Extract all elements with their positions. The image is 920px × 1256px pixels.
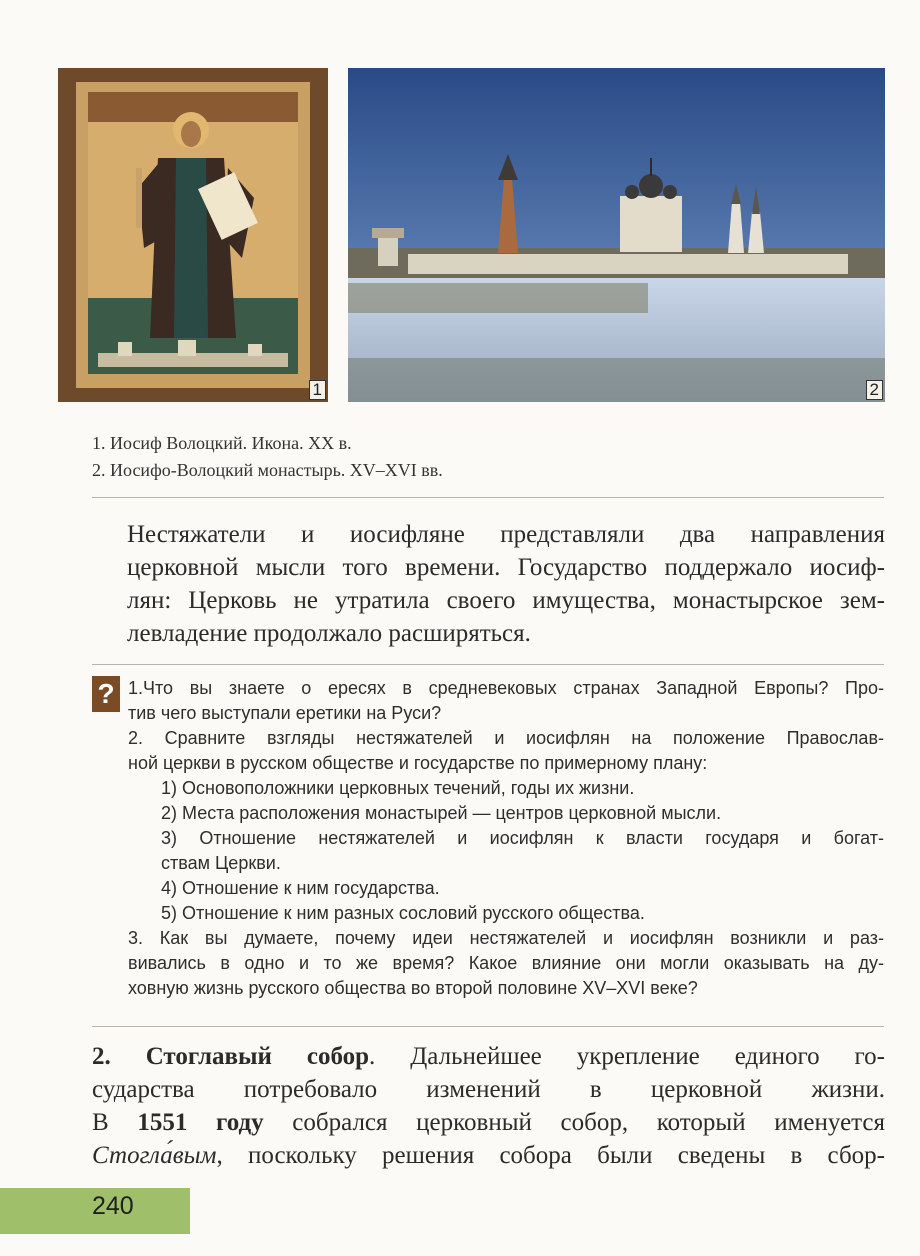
divider xyxy=(92,497,884,498)
page-number: 240 xyxy=(92,1192,134,1220)
text-line: церковной мысли того времени. Государство поддержало иосиф- xyxy=(127,554,885,581)
question-line: 2. Сравните взгляды нестяжателей и иосифлян на положение Православ- xyxy=(128,728,884,748)
section-stoglav-sobor xyxy=(92,1040,885,1172)
question-line: вивались в одно и то же время? Какое влияние они могли оказывать на ду- xyxy=(128,953,884,973)
intro-paragraph xyxy=(127,518,885,650)
figure-number: 1 xyxy=(309,380,326,400)
figure-icon-joseph xyxy=(58,68,328,402)
plan-item: 3) Отношение нестяжателей и иосифлян к власти государя и богат- xyxy=(161,828,884,848)
question-mark-icon: ? xyxy=(92,676,120,712)
figure-number: 2 xyxy=(866,380,883,400)
text-line: лян: Церковь не утратила своего имущества, монастырское зем- xyxy=(127,587,885,614)
text-line: В 1551 году собрался церковный собор, который именуется xyxy=(92,1109,885,1136)
term-italic: Стогла́вым xyxy=(92,1142,217,1169)
text-line: Стогла́вым, поскольку решения собора были сведены в сбор- xyxy=(92,1142,885,1169)
plan-item: 2) Места расположения монастырей — центров церковной мысли. xyxy=(161,803,722,823)
text-line: 2. Стоглавый собор. Дальнейшее укрепление единого го- xyxy=(92,1043,885,1070)
plan-item: ствам Церкви. xyxy=(161,853,281,873)
plan-item: 5) Отношение к ним разных сословий русского общества. xyxy=(161,903,645,923)
figure-monastery xyxy=(348,68,885,402)
question-line: тив чего выступали еретики на Руси? xyxy=(128,703,442,723)
caption-1: 1. Иосиф Волоцкий. Икона. XX в. xyxy=(92,433,352,453)
figure-captions xyxy=(92,430,882,484)
question-line: ховную жизнь русского общества во второй половине XV–XVI веке? xyxy=(128,978,698,998)
monastery-photo-image xyxy=(348,68,885,402)
divider xyxy=(92,664,884,665)
plan-list xyxy=(128,776,884,926)
question-line: 3. Как вы думаете, почему идеи нестяжателей и иосифлян возникли и раз- xyxy=(128,928,884,948)
questions-block xyxy=(128,676,884,1001)
text-line: левладение продолжало расширяться. xyxy=(127,620,531,647)
section-heading: 2. Стоглавый собор xyxy=(92,1043,370,1070)
caption-2: 2. Иосифо-Волоцкий монастырь. XV–XVI вв. xyxy=(92,460,443,480)
divider xyxy=(92,1026,884,1027)
plan-item: 1) Основоположники церковных течений, годы их жизни. xyxy=(161,778,635,798)
plan-item: 4) Отношение к ним государства. xyxy=(161,878,440,898)
question-line: 1.Что вы знаете о ересях в средневековых странах Западной Европы? Про- xyxy=(128,678,884,698)
year-highlight: 1551 году xyxy=(137,1109,264,1136)
text-line: Нестяжатели и иосифляне представляли два направления xyxy=(127,521,885,548)
icon-painting-image xyxy=(58,68,328,402)
question-line: ной церкви в русском обществе и государстве по примерному плану: xyxy=(128,753,708,773)
text-line: сударства потребовало изменений в церковной жизни. xyxy=(92,1076,885,1103)
